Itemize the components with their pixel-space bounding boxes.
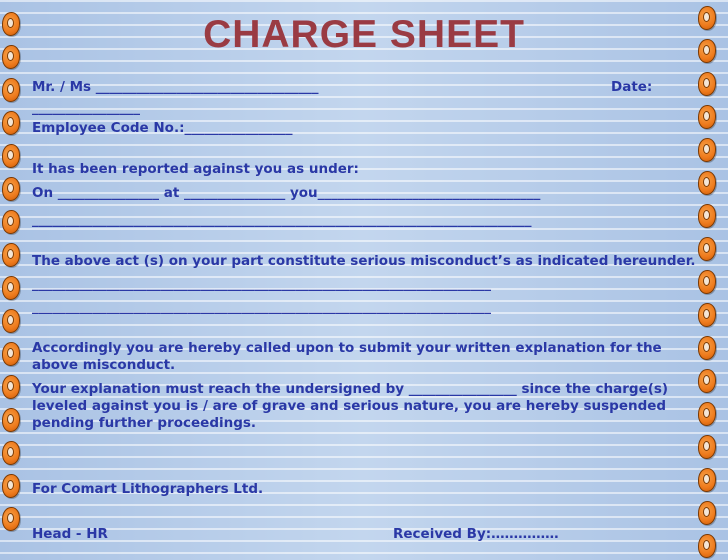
- binding-ring-icon: [0, 175, 22, 203]
- reported-intro: It has been reported against you as under:: [32, 161, 359, 177]
- blank-line: ____________________________________________________________________: [32, 299, 491, 315]
- binding-ring-icon: [696, 169, 718, 197]
- company-signature: For Comart Lithographers Ltd.: [32, 481, 264, 497]
- binding-ring-icon: [696, 334, 718, 362]
- deadline-line: pending further proceedings.: [32, 415, 257, 431]
- explanation-call-line: Accordingly you are hereby called upon to submit your written explanation for the: [32, 340, 662, 356]
- binding-ring-icon: [696, 499, 718, 527]
- binding-ring-icon: [0, 406, 22, 434]
- binding-ring-icon: [0, 373, 22, 401]
- right-binding-rings: [690, 0, 728, 546]
- left-binding-rings: [0, 0, 26, 546]
- employee-code-field: Employee Code No.:________________: [32, 120, 293, 136]
- explanation-call-line: above misconduct.: [32, 357, 176, 373]
- binding-ring-icon: [696, 532, 718, 560]
- binding-ring-icon: [696, 136, 718, 164]
- deadline-line: leveled against you is / are of grave and serious nature, you are hereby suspended: [32, 398, 667, 414]
- binding-ring-icon: [696, 301, 718, 329]
- binding-ring-icon: [696, 433, 718, 461]
- binding-ring-icon: [696, 70, 718, 98]
- binding-ring-icon: [0, 241, 22, 269]
- name-field-line: Mr. / Ms _________________________________: [32, 79, 319, 95]
- binding-ring-icon: [0, 307, 22, 335]
- signatory-label: Head - HR: [32, 526, 108, 542]
- binding-ring-icon: [0, 505, 22, 533]
- binding-ring-icon: [696, 202, 718, 230]
- binding-ring-icon: [696, 4, 718, 32]
- blank-line: __________________________________________________________________________: [32, 212, 532, 228]
- binding-ring-icon: [696, 235, 718, 263]
- binding-ring-icon: [0, 439, 22, 467]
- misconduct-statement: The above act (s) on your part constitute serious misconduct’s as indicated hereunder.: [32, 253, 696, 269]
- incident-field-line: On _______________ at _______________ you_________________________________: [32, 185, 541, 201]
- binding-ring-icon: [0, 10, 22, 38]
- binding-ring-icon: [696, 268, 718, 296]
- binding-ring-icon: [696, 400, 718, 428]
- binding-ring-icon: [0, 472, 22, 500]
- deadline-line: Your explanation must reach the undersigned by ________________ since the charge(s): [32, 381, 669, 397]
- binding-ring-icon: [696, 466, 718, 494]
- received-by-label: Received By:……………: [393, 526, 559, 542]
- blank-line: ____________________________________________________________________: [32, 276, 491, 292]
- binding-ring-icon: [0, 274, 22, 302]
- binding-ring-icon: [696, 103, 718, 131]
- date-label: Date:: [611, 79, 653, 95]
- binding-ring-icon: [696, 37, 718, 65]
- page-title: CHARGE SHEET: [203, 13, 525, 56]
- binding-ring-icon: [0, 43, 22, 71]
- binding-ring-icon: [0, 109, 22, 137]
- binding-ring-icon: [0, 76, 22, 104]
- binding-ring-icon: [696, 367, 718, 395]
- binding-ring-icon: [0, 340, 22, 368]
- binding-ring-icon: [0, 208, 22, 236]
- binding-ring-icon: [0, 142, 22, 170]
- date-field-line: ________________: [32, 100, 140, 116]
